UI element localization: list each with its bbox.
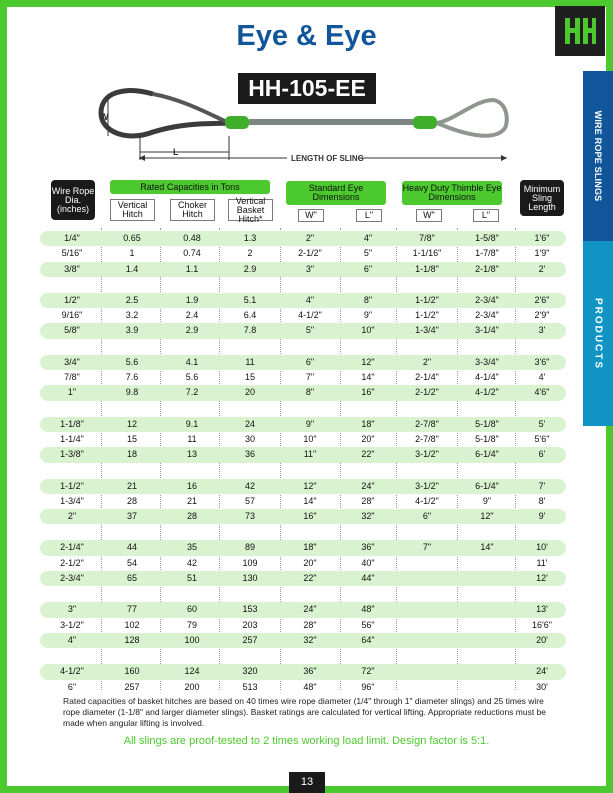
basket-hitch-note: Rated capacities of basket hitches are based on 40 times wire rope diameter (1/4" through 1" diameter slings) and 25 times wire rope diameter (1-1/8" and larger diameter slings). Basket ratings are calculated for vertical lifting. Appropriate reductions must be made when angular lifting is involved. xyxy=(63,696,547,728)
table-row xyxy=(40,293,566,308)
cell-std-l: 18" xyxy=(361,418,375,429)
row-spacer xyxy=(40,401,566,417)
cell-choker: 4.1 xyxy=(185,356,199,367)
cell-min-length: 13' xyxy=(536,604,548,615)
cell-choker: 1.9 xyxy=(185,294,199,305)
cell-basket: 2 xyxy=(247,248,253,259)
w-dimension-label: W xyxy=(100,112,109,122)
table-row xyxy=(40,556,566,571)
cell-vertical: 1 xyxy=(129,248,135,259)
cell-std-l: 12" xyxy=(361,356,375,367)
l-dimension-label: L xyxy=(173,147,179,157)
cell-dia: 1-1/4" xyxy=(60,433,84,444)
table-row xyxy=(40,323,566,338)
cell-dia: 1/2" xyxy=(64,294,80,305)
cell-std-l: 10" xyxy=(361,325,375,336)
cell-basket: 320 xyxy=(242,666,258,677)
cell-basket: 36 xyxy=(244,449,255,460)
cell-hd-w: 7" xyxy=(422,542,432,553)
header-std-w: W" xyxy=(298,209,324,222)
table-row xyxy=(40,602,566,617)
cell-choker: 5.6 xyxy=(185,372,199,383)
cell-std-l: 5" xyxy=(363,248,373,259)
cell-hd-l: 14" xyxy=(480,542,494,553)
cell-hd-l: 4-1/4" xyxy=(475,372,499,383)
cell-dia: 6" xyxy=(67,681,77,692)
model-number: HH-105-EE xyxy=(238,73,376,104)
cell-vertical: 3.9 xyxy=(125,325,139,336)
cell-vertical: 54 xyxy=(126,557,137,568)
cell-hd-w: 2-1/2" xyxy=(415,387,439,398)
cell-choker: 35 xyxy=(186,542,197,553)
cell-std-w: 9" xyxy=(305,418,315,429)
cell-choker: 9.1 xyxy=(185,418,199,429)
header-heavy-duty-eye: Heavy Duty Thimble Eye Dimensions xyxy=(402,181,502,205)
side-tab-label: WIRE ROPE SLINGS xyxy=(593,110,603,202)
cell-vertical: 28 xyxy=(126,495,137,506)
header-standard-eye: Standard Eye Dimensions xyxy=(286,181,386,205)
cell-std-w: 5" xyxy=(305,325,315,336)
cell-choker: 13 xyxy=(186,449,197,460)
cell-dia: 5/8" xyxy=(64,325,80,336)
cell-vertical: 257 xyxy=(124,681,140,692)
cell-dia: 3" xyxy=(67,604,77,615)
cell-std-w: 2" xyxy=(305,233,315,243)
cell-std-w: 18" xyxy=(303,542,317,553)
cell-basket: 203 xyxy=(242,619,258,630)
cell-basket: 2.9 xyxy=(243,263,257,274)
row-spacer xyxy=(40,277,566,293)
cell-basket: 6.4 xyxy=(243,310,257,321)
side-tab-products[interactable] xyxy=(583,241,613,426)
header-std-l: L" xyxy=(356,209,382,222)
cell-min-length: 9' xyxy=(538,511,546,522)
cell-dia: 2" xyxy=(67,511,77,522)
cell-vertical: 128 xyxy=(124,634,140,645)
cell-std-w: 16" xyxy=(303,511,317,522)
cell-std-w: 12" xyxy=(303,480,317,491)
header-rated-capacities: Rated Capacities in Tons xyxy=(110,180,270,194)
cell-min-length: 20' xyxy=(536,634,548,645)
cell-choker: 2.4 xyxy=(185,310,199,321)
cell-vertical: 1.4 xyxy=(125,263,139,274)
cell-hd-w: 2-7/8" xyxy=(415,433,439,444)
cell-choker: 42 xyxy=(186,557,197,568)
cell-std-l: 6" xyxy=(363,263,373,274)
table-row xyxy=(40,385,566,400)
table-row xyxy=(40,618,566,633)
cell-choker: 21 xyxy=(186,495,197,506)
cell-std-l: 4" xyxy=(363,233,373,243)
cell-vertical: 18 xyxy=(126,449,137,460)
cell-std-l: 36" xyxy=(361,542,375,553)
cell-vertical: 160 xyxy=(124,666,140,677)
side-tab-wire-rope-slings[interactable] xyxy=(583,71,613,241)
table-row xyxy=(40,432,566,447)
proof-test-note: All slings are proof-tested to 2 times working load limit. Design factor is 5:1. xyxy=(123,735,490,747)
cell-hd-w: 2-7/8" xyxy=(415,418,439,429)
cell-std-w: 11" xyxy=(303,449,317,460)
cell-vertical: 3.2 xyxy=(125,310,139,321)
cell-min-length: 2'6" xyxy=(534,294,550,305)
cell-min-length: 5'6" xyxy=(534,433,550,444)
cell-dia: 2-1/4" xyxy=(60,542,84,553)
cell-hd-l: 5-1/8" xyxy=(475,418,499,429)
table-row xyxy=(40,417,566,432)
cell-choker: 28 xyxy=(186,511,197,522)
cell-min-length: 11' xyxy=(536,557,548,568)
table-row xyxy=(40,246,566,261)
cell-std-l: 28" xyxy=(361,495,375,506)
cell-basket: 30 xyxy=(244,433,255,444)
cell-std-l: 96" xyxy=(361,681,375,692)
cell-std-w: 7" xyxy=(305,372,315,383)
cell-basket: 57 xyxy=(244,495,255,506)
cell-basket: 257 xyxy=(242,634,258,645)
cell-min-length: 24' xyxy=(536,666,548,677)
right-eye-loop xyxy=(437,100,507,136)
cell-basket: 1.3 xyxy=(243,233,257,243)
cell-dia: 3-1/2" xyxy=(60,619,84,630)
cell-vertical: 0.65 xyxy=(123,233,141,243)
cell-min-length: 30' xyxy=(536,681,548,692)
table-row xyxy=(40,664,566,679)
header-hd-l: L" xyxy=(473,209,499,222)
page-title: Eye & Eye xyxy=(236,20,377,52)
cell-choker: 200 xyxy=(184,681,200,692)
table-row xyxy=(40,262,566,277)
cell-basket: 24 xyxy=(244,418,255,429)
capacity-table xyxy=(40,231,566,695)
cell-dia: 2-1/2" xyxy=(60,557,84,568)
cell-std-l: 72" xyxy=(361,666,375,677)
cell-dia: 1-3/8" xyxy=(60,449,84,460)
cell-basket: 11 xyxy=(245,356,255,367)
cell-choker: 1.1 xyxy=(185,263,199,274)
cell-std-w: 6" xyxy=(305,356,315,367)
table-row xyxy=(40,680,566,695)
cell-vertical: 102 xyxy=(124,619,140,630)
cell-hd-w: 1-3/4" xyxy=(415,325,439,336)
cell-dia: 4-1/2" xyxy=(60,666,84,677)
cell-hd-w: 3-1/2" xyxy=(415,449,439,460)
table-row xyxy=(40,370,566,385)
table-row xyxy=(40,509,566,524)
cell-std-l: 24" xyxy=(361,480,375,491)
cell-std-l: 48" xyxy=(361,604,375,615)
cell-hd-w: 7/8" xyxy=(419,233,435,243)
cell-hd-l: 1-5/8" xyxy=(475,233,499,243)
cell-std-w: 32" xyxy=(303,634,317,645)
cell-basket: 42 xyxy=(244,480,255,491)
cell-std-w: 4-1/2" xyxy=(298,310,322,321)
cell-hd-l: 1-7/8" xyxy=(475,248,499,259)
cell-std-l: 14" xyxy=(361,372,375,383)
cell-dia: 1" xyxy=(67,387,77,398)
cell-hd-l: 12" xyxy=(480,511,494,522)
header-choker-hitch: Choker Hitch xyxy=(170,199,215,221)
cell-min-length: 4' xyxy=(538,372,546,383)
table-row xyxy=(40,231,566,246)
cell-vertical: 65 xyxy=(126,573,137,584)
cell-vertical: 77 xyxy=(126,604,137,615)
cell-std-w: 24" xyxy=(303,604,317,615)
cell-choker: 7.2 xyxy=(185,387,199,398)
table-row xyxy=(40,447,566,462)
cell-hd-w: 6" xyxy=(422,511,432,522)
cell-vertical: 5.6 xyxy=(125,356,139,367)
cell-choker: 124 xyxy=(184,666,200,677)
cell-basket: 153 xyxy=(242,604,258,615)
cell-choker: 0.74 xyxy=(183,248,201,259)
row-spacer xyxy=(40,463,566,479)
sling-diagram xyxy=(95,80,515,160)
cell-hd-l: 4-1/2" xyxy=(475,387,499,398)
cell-hd-w: 3-1/2" xyxy=(415,480,439,491)
cell-dia: 5/16" xyxy=(61,248,83,259)
cell-basket: 89 xyxy=(244,542,255,553)
cell-basket: 73 xyxy=(244,511,255,522)
page-number: 13 xyxy=(289,772,325,793)
table-row xyxy=(40,633,566,648)
row-spacer xyxy=(40,586,566,602)
cell-hd-w: 1-1/8" xyxy=(415,263,439,274)
cell-min-length: 6' xyxy=(538,449,546,460)
cell-std-l: 64" xyxy=(361,634,375,645)
cell-std-w: 2-1/2" xyxy=(298,248,322,259)
cell-hd-w: 1-1/2" xyxy=(415,310,439,321)
cell-choker: 60 xyxy=(186,604,197,615)
cell-std-l: 9" xyxy=(363,310,373,321)
cell-std-w: 10" xyxy=(303,433,317,444)
cell-basket: 7.8 xyxy=(243,325,257,336)
cell-hd-l: 6-1/4" xyxy=(475,449,499,460)
cell-min-length: 3' xyxy=(538,325,546,336)
cell-vertical: 21 xyxy=(126,480,137,491)
cell-std-l: 44" xyxy=(361,573,375,584)
cell-std-l: 32" xyxy=(361,511,375,522)
cell-hd-w: 1-1/16" xyxy=(412,248,442,259)
cell-vertical: 12 xyxy=(126,418,137,429)
cell-hd-w: 4-1/2" xyxy=(415,495,439,506)
cell-min-length: 8' xyxy=(538,495,546,506)
cell-hd-w: 2-1/4" xyxy=(415,372,439,383)
cell-min-length: 2'9" xyxy=(534,310,550,321)
cell-std-w: 48" xyxy=(303,681,317,692)
cell-min-length: 5' xyxy=(538,418,546,429)
cell-choker: 0.48 xyxy=(183,233,201,243)
right-sleeve xyxy=(413,116,437,129)
cell-choker: 79 xyxy=(186,619,197,630)
row-spacer xyxy=(40,524,566,540)
cell-min-length: 1'6" xyxy=(534,233,550,243)
header-min-sling-length: Minimum Sling Length xyxy=(520,180,564,216)
cell-std-w: 14" xyxy=(303,495,317,506)
length-of-sling-label: LENGTH OF SLING xyxy=(291,154,364,163)
cell-std-l: 40" xyxy=(361,557,375,568)
cell-vertical: 7.6 xyxy=(125,372,139,383)
cell-hd-w: 2" xyxy=(422,356,432,367)
table-row xyxy=(40,571,566,586)
header-hd-w: W" xyxy=(416,209,442,222)
cell-dia: 1-3/4" xyxy=(60,495,84,506)
cell-dia: 3/4" xyxy=(64,356,80,367)
cell-choker: 51 xyxy=(186,573,197,584)
table-row xyxy=(40,494,566,509)
cell-min-length: 12' xyxy=(536,573,548,584)
cell-vertical: 44 xyxy=(126,542,137,553)
cell-basket: 109 xyxy=(242,557,258,568)
cell-choker: 11 xyxy=(187,433,197,444)
table-row xyxy=(40,355,566,370)
cell-hd-l: 5-1/8" xyxy=(475,433,499,444)
cell-min-length: 10' xyxy=(536,542,548,553)
cell-basket: 5.1 xyxy=(243,294,257,305)
cell-min-length: 3'6" xyxy=(534,356,550,367)
cell-hd-l: 6-1/4" xyxy=(475,480,499,491)
cell-dia: 7/8" xyxy=(64,372,80,383)
cell-choker: 2.9 xyxy=(185,325,199,336)
cell-std-l: 56" xyxy=(361,619,375,630)
cell-dia: 1-1/2" xyxy=(60,480,84,491)
cell-basket: 15 xyxy=(244,372,255,383)
table-row xyxy=(40,479,566,494)
cell-dia: 3/8" xyxy=(64,263,80,274)
cell-dia: 2-3/4" xyxy=(60,573,84,584)
cell-std-w: 22" xyxy=(303,573,317,584)
table-row xyxy=(40,540,566,555)
cell-hd-w: 1-1/2" xyxy=(415,294,439,305)
cell-std-w: 28" xyxy=(303,619,317,630)
cell-std-w: 20" xyxy=(303,557,317,568)
cell-dia: 4" xyxy=(67,634,77,645)
cell-std-w: 36" xyxy=(303,666,317,677)
left-sleeve xyxy=(225,116,249,129)
cell-vertical: 2.5 xyxy=(125,294,139,305)
cell-hd-l: 9" xyxy=(482,495,492,506)
cell-vertical: 15 xyxy=(126,433,137,444)
cell-min-length: 2' xyxy=(538,263,546,274)
row-spacer xyxy=(40,339,566,355)
cell-std-l: 16" xyxy=(361,387,375,398)
cell-std-w: 4" xyxy=(305,294,315,305)
cell-min-length: 7' xyxy=(538,480,546,491)
cell-min-length: 16'6" xyxy=(532,619,552,630)
header-vertical-hitch: Vertical Hitch xyxy=(110,199,155,221)
cell-hd-l: 2-3/4" xyxy=(475,310,499,321)
cell-basket: 130 xyxy=(242,573,258,584)
cell-vertical: 9.8 xyxy=(125,387,139,398)
cell-min-length: 4'6" xyxy=(534,387,550,398)
header-basket-hitch: Vertical Basket Hitch* xyxy=(228,199,273,221)
table-row xyxy=(40,308,566,323)
cell-dia: 9/16" xyxy=(61,310,83,321)
header-wire-rope-dia: Wire Rope Dia. (inches) xyxy=(51,180,95,220)
cell-dia: 1-1/8" xyxy=(60,418,84,429)
cell-hd-l: 3-1/4" xyxy=(475,325,499,336)
cell-hd-l: 3-3/4" xyxy=(475,356,499,367)
cell-std-w: 8" xyxy=(305,387,315,398)
left-eye-upper xyxy=(153,94,229,123)
cell-choker: 16 xyxy=(186,480,197,491)
cell-basket: 513 xyxy=(242,681,258,692)
cell-std-l: 20" xyxy=(361,433,375,444)
cell-min-length: 1'9" xyxy=(534,248,550,259)
cell-vertical: 37 xyxy=(126,511,137,522)
cell-hd-l: 2-1/8" xyxy=(475,263,499,274)
row-spacer xyxy=(40,648,566,664)
cell-std-l: 22" xyxy=(361,449,375,460)
cell-dia: 1/4" xyxy=(64,233,80,243)
cell-choker: 100 xyxy=(184,634,200,645)
cell-std-w: 3" xyxy=(305,263,315,274)
cell-basket: 20 xyxy=(244,387,255,398)
cell-std-l: 8" xyxy=(363,294,373,305)
side-tab-label: PRODUCTS xyxy=(592,297,604,370)
cell-hd-l: 2-3/4" xyxy=(475,294,499,305)
